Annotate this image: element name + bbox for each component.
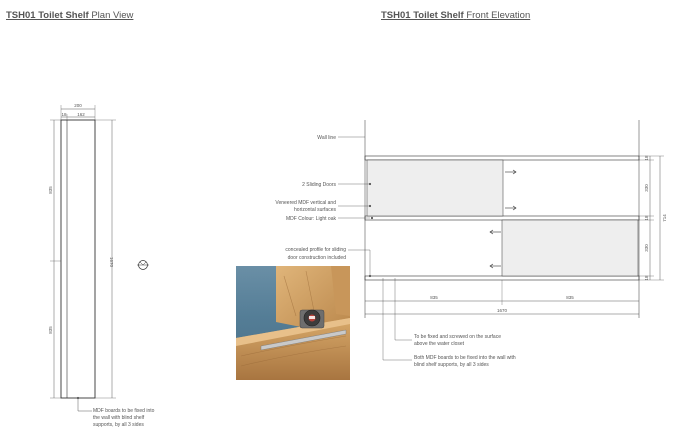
elevation-dim-total: 1670	[496, 308, 508, 313]
plan-view-title-sub: Plan View	[91, 10, 134, 21]
side-dim-mid: 18	[644, 215, 649, 221]
label-profile-line2: door construction included	[287, 255, 346, 261]
side-dim-bottom: 18	[644, 275, 649, 281]
side-dim-total: 714	[662, 214, 667, 222]
plan-view-title-main: TSH01 Toilet Shelf	[6, 10, 89, 21]
plan-note-line2: the wall with blind shelf	[93, 415, 145, 421]
plan-note-line3: supports, by all 3 sides	[93, 422, 144, 428]
label-mdf-colour: MDF Colour: Light oak	[285, 216, 336, 222]
plan-note-line1: MDF boards to be fixed into	[93, 408, 155, 414]
label-profile-line1: concealed profile for sliding	[285, 247, 346, 253]
label-wall-line: Wall line	[317, 135, 336, 141]
note-mdf-line2: blind shelf supports, by all 3 sides	[414, 362, 489, 368]
plan-dim-lower: 835	[48, 326, 53, 334]
note-fix-line1: To be fixed and screwed on the surface	[414, 334, 501, 340]
plan-dim-width: 200	[74, 103, 82, 108]
plan-dim-left: 18	[61, 112, 67, 117]
lower-sliding-door	[502, 220, 638, 276]
sliding-profile-photo	[236, 266, 350, 380]
label-veneer-line1: Veneered MDF vertical and	[275, 200, 336, 206]
top-board	[365, 156, 639, 160]
label-veneer-line2: horizontal surfaces	[294, 207, 336, 213]
note-mdf-line1: Both MDF boards to be fixed into the wall with	[414, 355, 516, 361]
plan-dim-upper: 835	[48, 186, 53, 194]
side-dim-upper: 330	[644, 184, 649, 192]
front-elevation-title-sub: Front Elevation	[466, 10, 531, 21]
elevation-dim-left: 835	[430, 295, 438, 300]
plan-note-leader	[78, 398, 92, 411]
middle-board	[365, 216, 639, 220]
upper-sliding-door	[367, 160, 503, 216]
bottom-board	[365, 276, 639, 280]
side-dim-top: 18	[644, 155, 649, 161]
plan-shelf-outline	[61, 120, 95, 398]
label-sliding-doors: 2 Sliding Doors	[302, 182, 336, 188]
side-dim-lower: 330	[644, 244, 649, 252]
note-fix-line2: above the water closet	[414, 341, 465, 347]
plan-dim-inner: 162	[77, 112, 85, 117]
elevation-dim-right: 835	[566, 295, 574, 300]
plan-dim-total: 1670	[109, 256, 114, 268]
front-elevation-title-main: TSH01 Toilet Shelf	[381, 10, 464, 21]
